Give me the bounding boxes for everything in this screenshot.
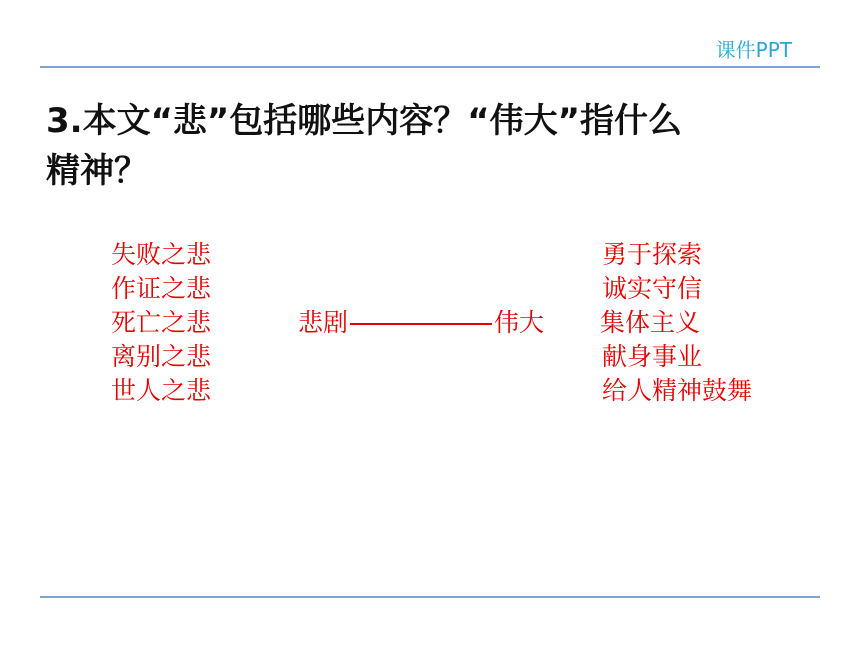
center-left-label: 悲剧 [298, 308, 349, 337]
right-list-item: 勇于探索 [602, 240, 703, 269]
bottom-divider [40, 596, 820, 598]
left-list-item: 死亡之悲 [111, 308, 212, 337]
left-list-item: 离别之悲 [111, 342, 212, 371]
question-text [46, 96, 826, 196]
connector-line [350, 323, 492, 325]
left-list [111, 238, 211, 408]
left-list-item: 作证之悲 [111, 274, 212, 303]
right-list-item: 献身事业 [602, 342, 703, 371]
left-list-item: 失败之悲 [111, 240, 212, 269]
right-list-item: 给人精神鼓舞 [602, 376, 753, 405]
left-list-item: 世人之悲 [111, 376, 212, 405]
question-line-2: 精神？ [46, 151, 148, 191]
right-list-item: 集体主义 [600, 308, 701, 337]
brand-label: 课件PPT [715, 38, 792, 62]
center-right-label: 伟大 [494, 308, 545, 337]
top-divider [40, 66, 820, 68]
right-list-item: 诚实守信 [602, 274, 703, 303]
center-link [298, 306, 544, 340]
right-list [602, 238, 752, 408]
question-line-1: 3.本文“悲”包括哪些内容？“伟大”指什么 [46, 101, 682, 141]
